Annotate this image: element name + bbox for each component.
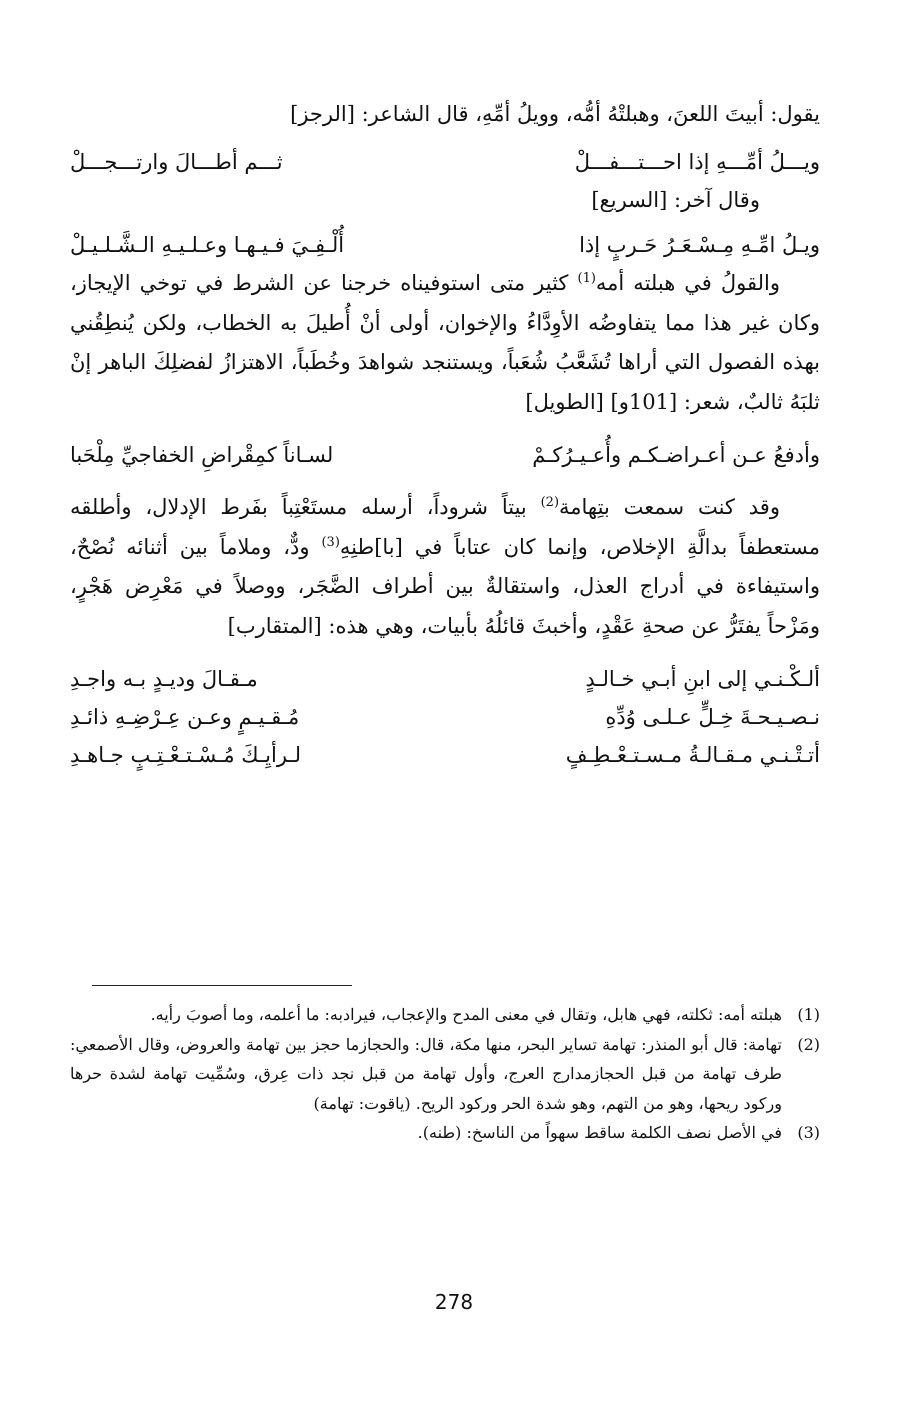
footnote-divider [92,985,352,986]
verse-line [70,698,820,736]
footnote-item [70,1000,820,1030]
verse-hemistich-second: مـقـالَ وديـدٍ بـه واجـدِ [70,667,258,691]
footnote-ref: (2) [540,495,560,510]
footnote-text: تهامة: قال أبو المنذر: تهامة تساير البحر، منها مكة، قال: والحجازما حجز بين تهامة والعروض، وقال الأصمعي: طرف تهامة من قبل الحجازمدارج العرج، وأول تهامة من قبل نجد ذات عِرق، وسُمِّيت تهامة لشدة حرها وركود ريحها، وهو من التهم، وهو شدة الحر وركود الريح. (ياقوت: تهامة) [70,1034,782,1113]
footnotes [70,1000,820,1148]
footnote-text: هبلته أمه: ثكلته، فهي هابل، وتقال في معنى المدح والإعجاب، فيرادبه: ما أعلمه، وما أصوبَ رأيه. [150,1005,782,1024]
verse-hemistich-second: مُـقـيـمٍ وعـن عِـرْضِـهِ ذائـدِ [70,705,300,729]
footnote-item [70,1030,820,1119]
footnote-text: في الأصل نصف الكلمة ساقط سهواً من الناسخ: (طنه). [417,1123,782,1142]
verse-hemistich-first: أتـتْـنـي مـقـالـةُ مـسـتـعْـطِـفٍ [565,743,820,767]
verse-hemistich-first: نـصـيـحـةَ خِـلٍّ عـلـى وُدِّهِ [605,705,820,729]
verse-hemistich-first: ويـــلُ أمِّـــهِ إذا احـــتـــفـــلْ [574,149,820,174]
footnote-ref: (3) [321,534,340,550]
verse-hemistich-second: ثـــم أطـــالَ وارتـــجـــلْ [70,149,283,174]
footnote-ref: (1) [577,271,596,286]
verse-hemistich-second: لسـاناً كمِقْراضِ الخفاجيِّ مِلْحَبا [70,443,334,467]
verse-hemistich-first: وأدفعُ عـن أعـراضـكـم وأُعـيـرُكـمْ [532,443,820,467]
verse-line [70,143,820,181]
verse-line [70,736,820,774]
verse-hemistich-second: أُلْـفِـيَ فـيـهـا وعـلـيـهِ الـشَّـلـيـلْ [70,233,345,257]
verse-hemistich-first: ألـكْـنـي إلى ابنِ أبـي خـالـدٍ [585,667,820,691]
footnote-item [70,1118,820,1148]
paragraph-commentary: والقولُ في هبلته أمه$^{(1)}$ كثير متى استوفيناه خرجنا عن الشرط في توخي الإيجاز، وكان غير هذا مما يتفاوضُه الأوِدَّاءُ والإخوان، أولى أنْ أُطيلَ به الخطاب، ولكن يُنطِقُني بهذه الفصول التي أراها تُشَعَّبُ شُعَباً، ويستنجد شواهدَ وخُطَباً، الاهتزازُ لفضلِكَ الباهر إنْ ثلبَهُ ثالبٌ، شعر: [101و] [الطويل] [70,271,820,414]
footnote-number: (1) [797,1005,820,1024]
footnote-number: (2) [797,1034,820,1054]
paragraph-tihama: وقد كنت سمعت بتِهامة$^{(2)}$ بيتاً شروداً، أرسله مستَعْتِباً بفَرط الإدلال، وأطلقه مستعطفاً بدالَّةِ الإخلاص، وإنما كان عتاباً في [با]طنِهِ$^{(3)}$ ودٌّ، وملاماً بين أثنائه نُصْحٌ، واستيفاءة في أدراج العذل، واستقالةٌ بين أطراف الضَّجَر، ووصلاً في مَعْرِض هَجْرٍ، ومَزْحاً يفتَرُّ عن صحةِ عَقْدٍ، وأخبثَ قائلُهُ بأبيات، وهي هذه: [المتقارب] [70,495,820,638]
verse-line [70,436,820,474]
verse-hemistich-first: ويـلُ امِّـهِ مِـسْـعَـرُ حَـربٍ إذا [579,233,820,257]
footnote-number: (3) [797,1123,820,1142]
paragraph-another-poet: وقال آخر: [السريع] [591,187,760,212]
verse-line [70,660,820,698]
verse-hemistich-second: لـرأيِـكَ مُـسْـتـعْـتِـبٍ جـاهـدِ [70,743,301,767]
page-number: 278 [434,1290,474,1314]
verse-line [70,226,820,264]
paragraph-intro: يقول: أبيتَ اللعنَ، وهبلتْهُ أمُّه، وويلُ أمِّهِ، قال الشاعر: [الرجز] [290,102,820,126]
page-body [70,95,820,774]
